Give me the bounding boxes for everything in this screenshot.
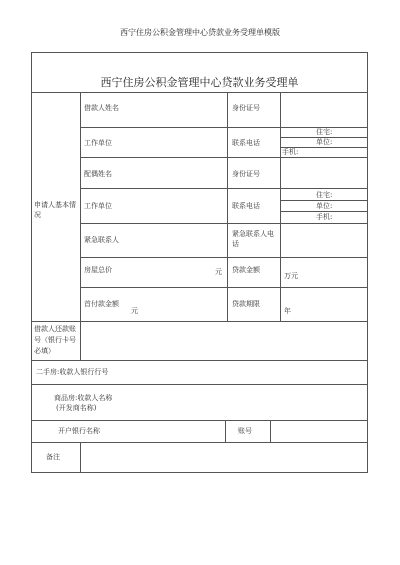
col-line xyxy=(227,92,228,321)
label-commercial-payee-note: (开发商名称) xyxy=(56,404,97,412)
label-house-price: 房屋总价 xyxy=(84,266,112,274)
label-residence: 住宅: xyxy=(316,128,333,136)
label-id-number: 身份证号 xyxy=(232,104,260,112)
label-loan-amount: 贷款金额 xyxy=(232,266,260,274)
row-line xyxy=(80,287,368,288)
col-line xyxy=(280,92,281,321)
label-contact-phone: 联系电话 xyxy=(232,139,260,147)
section-label-applicant: 申请人基本情况 xyxy=(34,201,76,219)
label-borrower-name: 借款人姓名 xyxy=(84,104,119,112)
label-spouse-id: 身份证号 xyxy=(232,170,260,178)
document-title: 西宁住房公积金管理中心贷款业务受理单模版 xyxy=(120,28,280,37)
row-line xyxy=(31,442,368,443)
row-line xyxy=(280,211,368,212)
row-line xyxy=(80,157,368,158)
row-line xyxy=(31,420,368,421)
label-loan-term: 贷款期限 xyxy=(232,300,260,308)
label-bank-name: 开户银行名称 xyxy=(58,427,100,435)
col-line xyxy=(80,442,81,473)
col-line xyxy=(80,92,81,321)
label-unit: 单位: xyxy=(316,138,333,146)
label-emergency-contact: 紧急联系人 xyxy=(84,236,119,244)
label-work-unit: 工作单位 xyxy=(84,139,112,147)
row-line xyxy=(80,188,368,189)
col-line xyxy=(270,420,271,442)
label-repayment-account: 借款人还款账号（银行卡号必填） xyxy=(34,325,76,355)
unit-house-price: 元 xyxy=(215,268,222,276)
label-down-payment: 首付款金额 xyxy=(84,300,119,308)
label-account-no: 账号 xyxy=(238,427,252,435)
label-emergency-phone: 紧急联系人电话 xyxy=(232,230,274,248)
label-spouse-contact-phone: 联系电话 xyxy=(232,202,260,210)
row-line xyxy=(80,257,368,258)
row-line xyxy=(280,200,368,201)
row-line xyxy=(31,321,368,322)
row-line xyxy=(80,223,368,224)
row-line xyxy=(31,360,368,361)
label-spouse-unit: 单位: xyxy=(316,202,333,210)
unit-loan-amount: 万元 xyxy=(284,272,298,280)
label-spouse-residence: 住宅: xyxy=(316,191,333,199)
unit-down-payment: 元 xyxy=(131,307,138,315)
unit-loan-term: 年 xyxy=(284,307,291,315)
col-line xyxy=(80,321,81,360)
row-line xyxy=(31,384,368,385)
label-commercial-payee: 商品房:收款人名称 xyxy=(54,394,113,402)
row-line xyxy=(31,92,368,93)
col-line xyxy=(225,420,226,442)
label-mobile: 手机: xyxy=(282,148,299,156)
label-spouse-mobile: 手机: xyxy=(316,213,333,221)
label-spouse-work-unit: 工作单位 xyxy=(84,202,112,210)
label-spouse-name: 配偶姓名 xyxy=(84,170,112,178)
form-title: 西宁住房公积金管理中心贷款业务受理单 xyxy=(100,76,299,89)
label-second-hand-bank: 二手房:收款人银行行号 xyxy=(36,368,109,376)
label-remarks: 备注 xyxy=(46,453,60,461)
